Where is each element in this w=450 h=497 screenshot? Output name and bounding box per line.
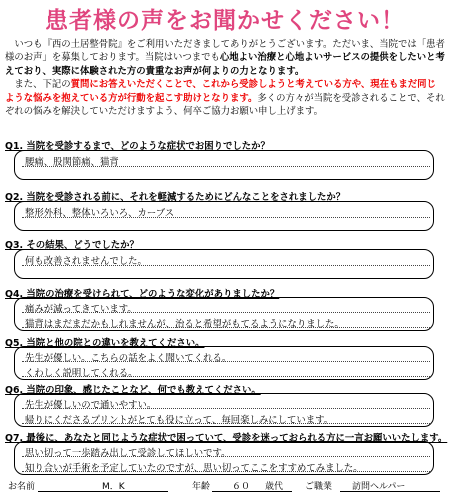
answer-4-rule-1 [22, 312, 430, 313]
question-3-text: Q3. その結果、どうでしたか？ [5, 240, 139, 251]
answer-7-line-1: 思い切って一歩踏み出して受診してほしいです。 [25, 448, 231, 459]
answer-5-rule-1 [22, 361, 430, 362]
occupation-underline [340, 491, 440, 492]
answer-6-rule-2 [22, 423, 430, 424]
answer-4-line-2: 猫背はまだまだかもしれませんが、治ると希望がもてるようになりました。 [25, 319, 344, 330]
answer-1-line-1: 腰痛、股関節痛、猫背 [25, 157, 119, 168]
intro-text-2c: 多くの方々が当院を受診されることで、それぞれの悩みを解決していただけますよう、何卒ご協力お願い申し上げます。 [5, 92, 445, 118]
intro-text-1b: 心地よい治療と心地よいサービスの提供をしたいと考えており、実際に体験された方の貴重なお声が何よりの力となります。 [5, 52, 445, 77]
age-label: 年齢 [192, 482, 211, 492]
answer-2-rule-1 [22, 217, 430, 218]
answer-7-rule-2 [22, 471, 430, 472]
intro-text-1a: いつも『西の土居整骨院』をご利用いただきましてありがとうございます。ただいま、当院では「患者様のお声」を募集しております。当院はいつまでも [5, 39, 445, 64]
intro-paragraph-2 [5, 78, 445, 118]
question-1-text: Q1. 当院を受診するまで、どのような症状でお困りでしたか？ [5, 141, 270, 152]
name-underline [38, 491, 168, 492]
answer-5-line-1: 先生が優しい。こちらの話をよく聞いてくれる。 [25, 353, 232, 364]
intro-text [5, 38, 445, 118]
answer-4-line-1: 痛みが減ってきています。 [25, 304, 137, 315]
answer-6-line-1: 先生が優しいので通いやすい。 [25, 400, 157, 411]
answer-4-rule-2 [22, 327, 430, 328]
answer-3-rule-1 [22, 265, 430, 266]
intro-paragraph-1 [5, 38, 445, 78]
answer-7-line-2: 知り合いが手術を予定していたのですが、思い切ってここをすすめてみました。 [25, 463, 363, 474]
answer-3-line-1: 何も改善されませんでした。 [25, 256, 147, 267]
intro-text-2a: また、下記の [5, 79, 71, 91]
answer-1-rule-1 [22, 166, 430, 167]
intro-text-2b: 質問にお答えいただくことで、これから受診しようと考えている方や、現在もまだ同じような悩みを抱えている方が行動を起こす助けとなります。 [5, 79, 436, 104]
question-2-text: Q2. 当院を受診される前に、それを軽減するためにどんなことをされましたか？ [5, 192, 346, 203]
page-title: 患者様の声をお聞かせください！ [45, 7, 405, 34]
answer-7-rule-1 [22, 456, 430, 457]
name-label: お名前 [8, 482, 36, 492]
age-value: ６０ [232, 482, 251, 492]
name-value: M．K [102, 482, 125, 492]
occupation-label: ご職業 [305, 482, 333, 492]
answer-5-rule-2 [22, 376, 430, 377]
respondent-info [0, 479, 450, 493]
age-underline [212, 491, 292, 492]
question-5-text: Q5. 当院と他の院との違いを教えてください。 [5, 338, 205, 349]
answer-5-line-2: くわしく説明してくれる。 [25, 368, 138, 379]
question-7-text: Q7. 最後に、あなたと同じような症状で困っていて、受診を迷っておられる方に一言お願いいたします。 [5, 433, 448, 444]
answer-2-line-1: 整形外科、整体いろいろ、カーブス [25, 208, 175, 219]
answer-6-rule-1 [22, 408, 430, 409]
occupation-value: 訪問ヘルパー [352, 482, 406, 492]
answer-6-line-2: 帰りにくださるプリントがとても役に立って、毎回楽しみにしています。 [25, 415, 334, 426]
question-6-text: Q6. 当院の印象、感じたことなど、何でも教えてください。 [5, 385, 261, 396]
age-unit: 歳代 [265, 482, 284, 492]
question-4-text: Q4. 当院の治療を受けられて、どのような変化がありましたか？ [5, 289, 280, 300]
